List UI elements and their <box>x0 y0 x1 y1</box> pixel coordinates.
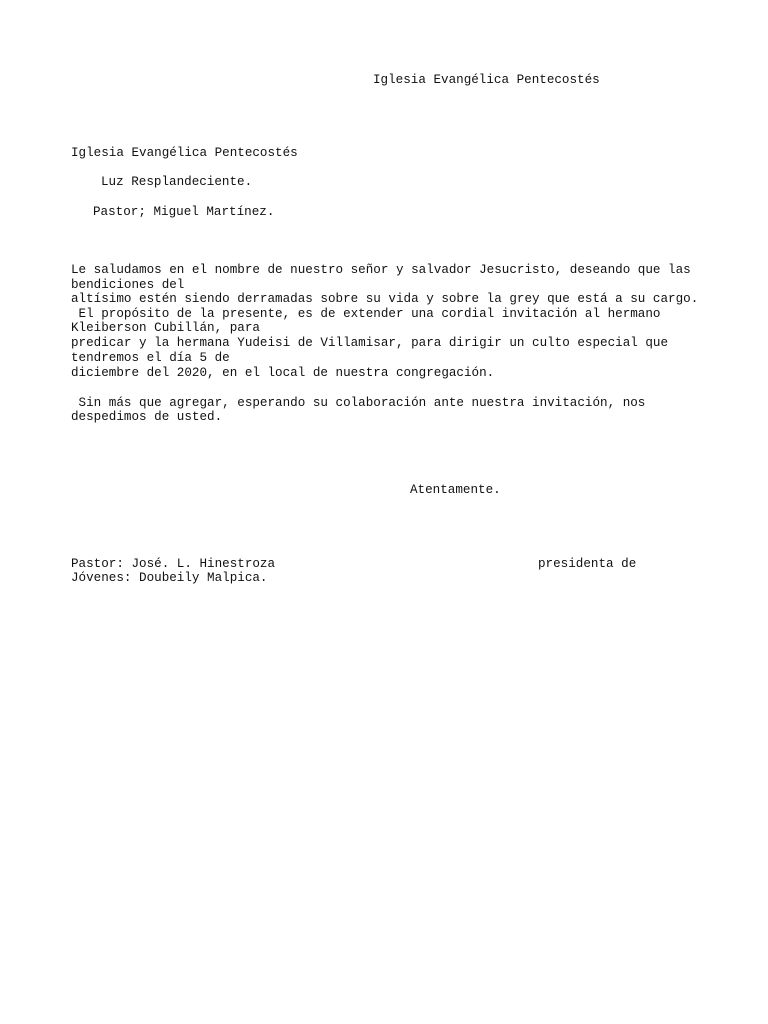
paragraph-line: Sin más que agregar, esperando su colaboración ante nuestra invitación, nos <box>71 396 646 410</box>
signature-president: Jóvenes: Doubeily Malpica. <box>71 571 268 585</box>
paragraph-line: tendremos el día 5 de <box>71 351 230 365</box>
recipient-congregation: Luz Resplandeciente. <box>101 175 253 189</box>
signature-pastor: Pastor: José. L. Hinestroza <box>71 557 276 571</box>
paragraph-line: altísimo estén siendo derramadas sobre su vida y sobre la grey que está a su cargo. <box>71 292 699 306</box>
closing-text: Atentamente. <box>410 483 501 497</box>
paragraph-line: Kleiberson Cubillán, para <box>71 321 260 335</box>
recipient-church: Iglesia Evangélica Pentecostés <box>71 146 298 160</box>
paragraph-line: despedimos de usted. <box>71 410 223 424</box>
signature-president-prefix: presidenta de <box>538 557 637 571</box>
recipient-pastor: Pastor; Miguel Martínez. <box>93 205 275 219</box>
paragraph-line: predicar y la hermana Yudeisi de Villamisar, para dirigir un culto especial que <box>71 336 669 350</box>
paragraph-line: El propósito de la presente, es de extender una cordial invitación al hermano <box>71 307 661 321</box>
header-title: Iglesia Evangélica Pentecostés <box>373 73 600 87</box>
paragraph-line: Le saludamos en el nombre de nuestro señor y salvador Jesucristo, deseando que las <box>71 263 691 277</box>
paragraph-line: bendiciones del <box>71 278 185 292</box>
paragraph-line: diciembre del 2020, en el local de nuestra congregación. <box>71 366 495 380</box>
